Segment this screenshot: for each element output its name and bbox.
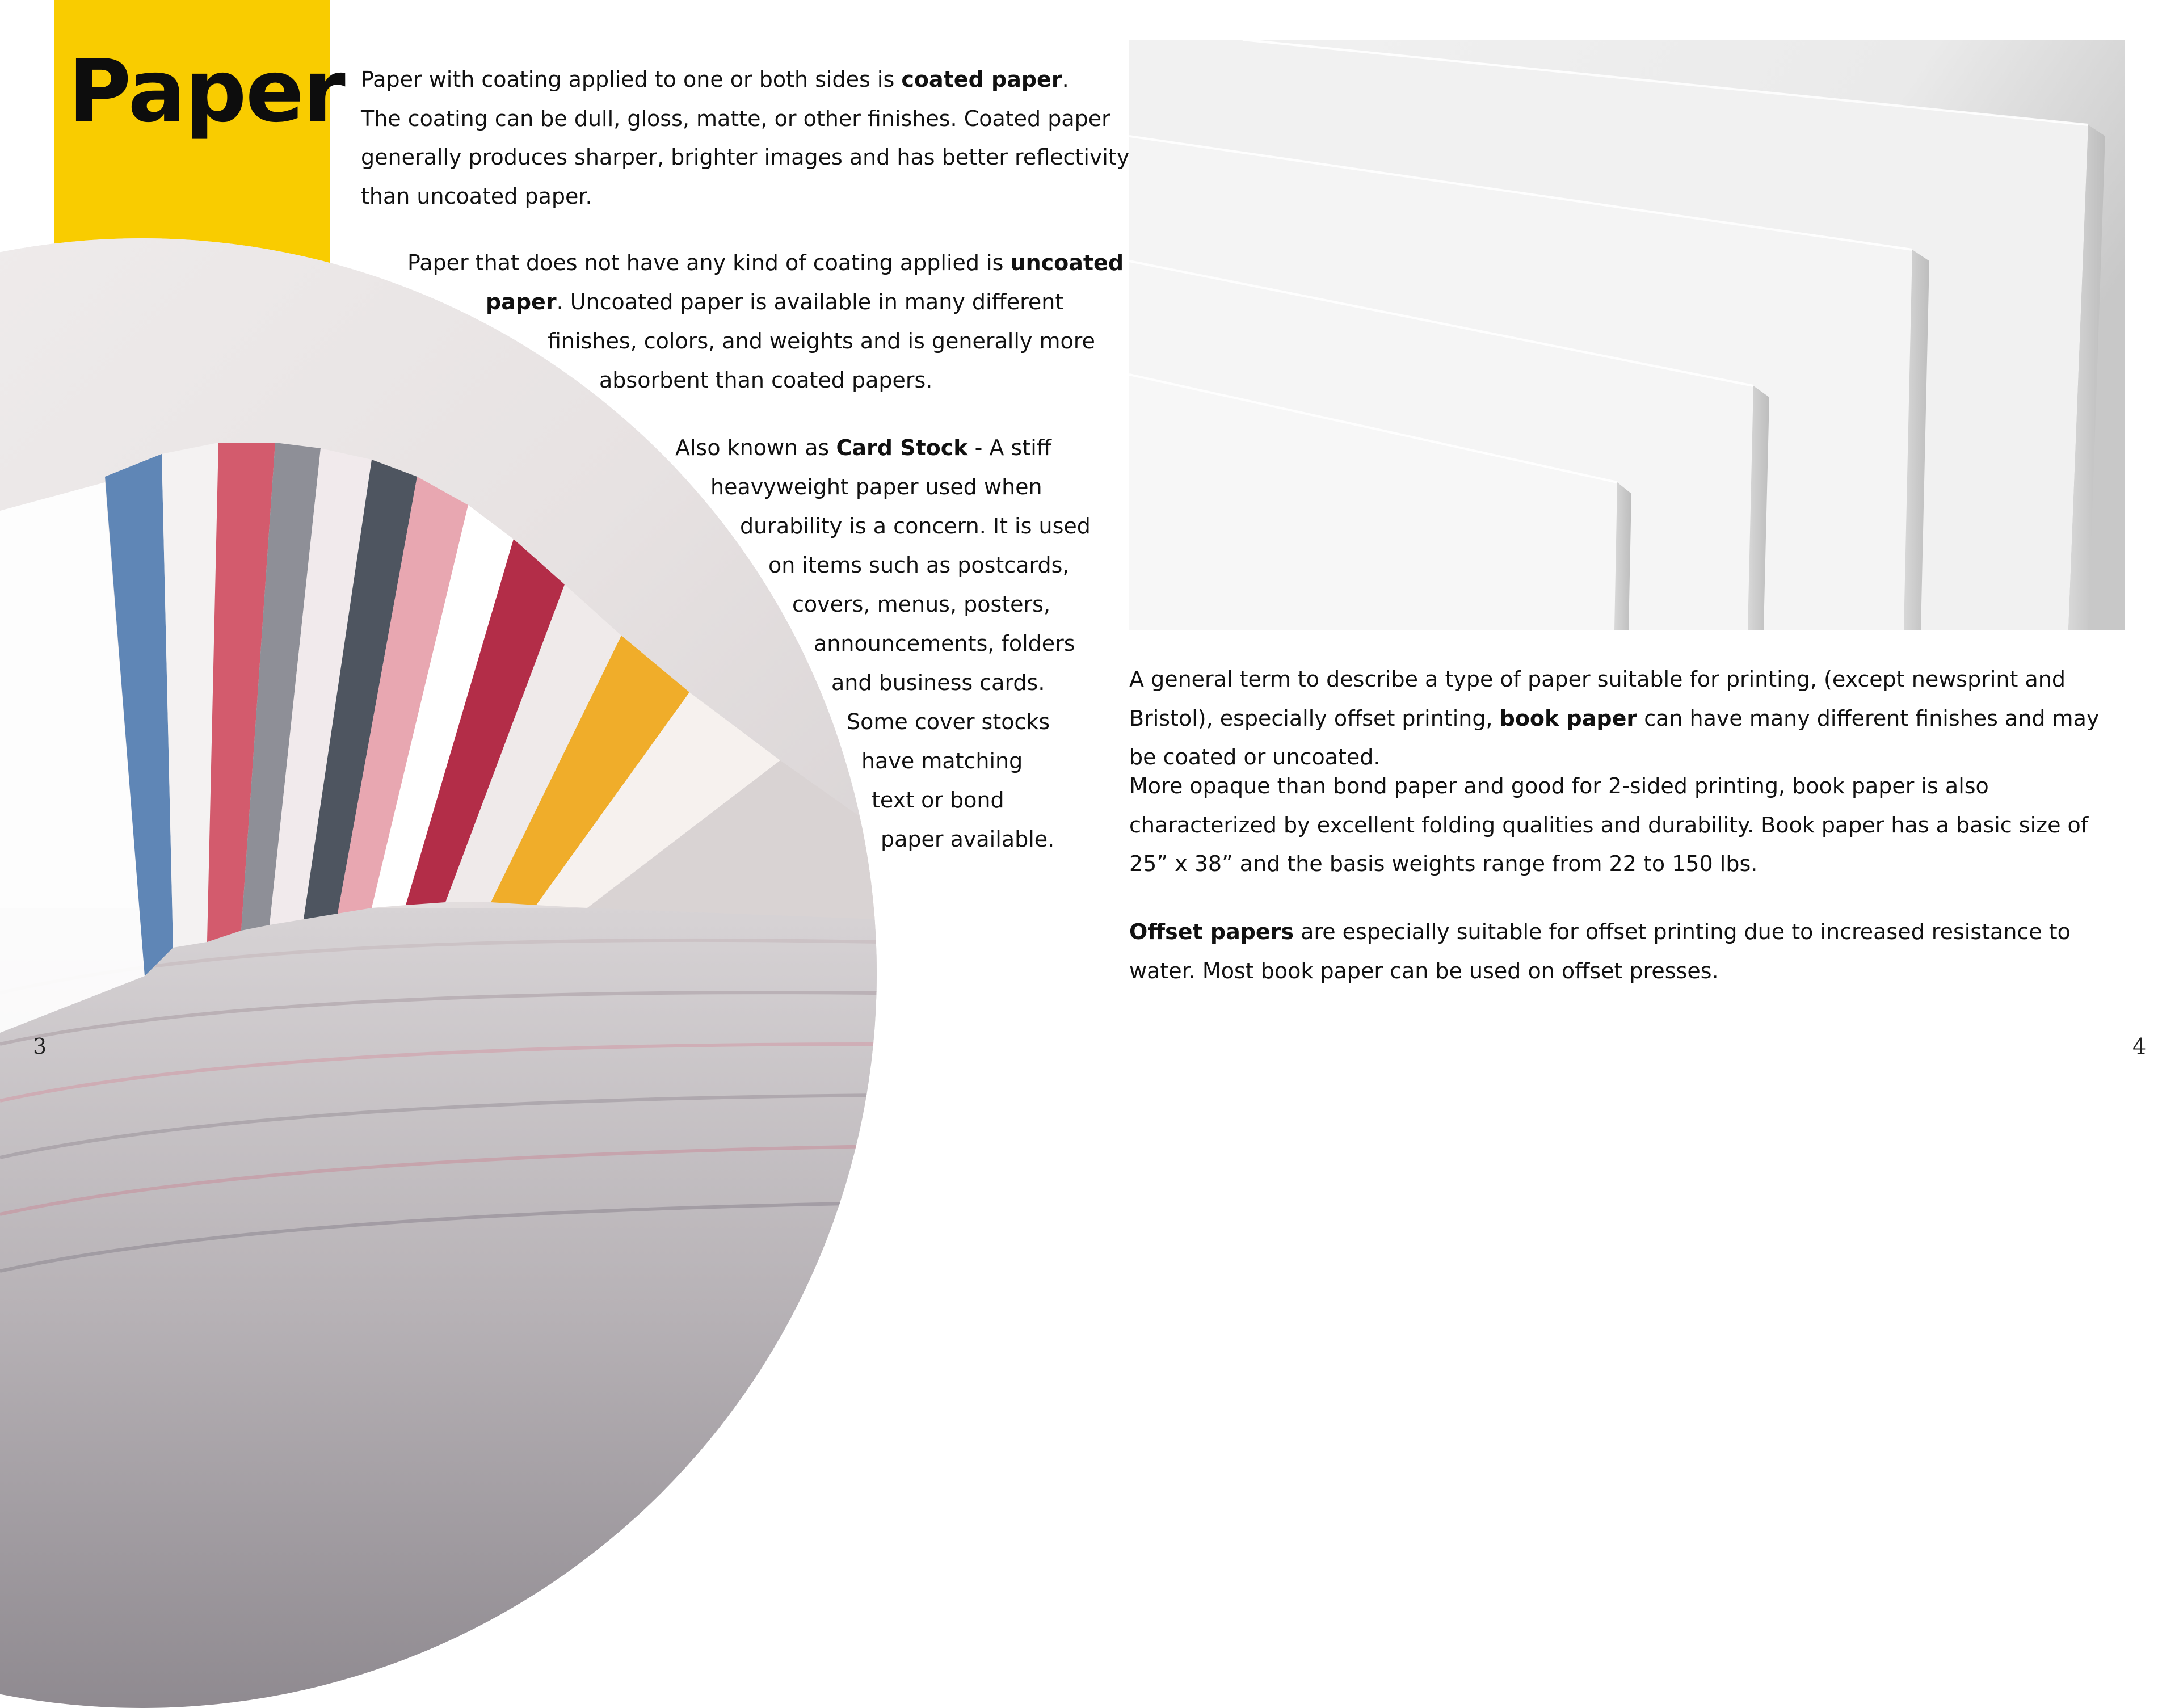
uncoated-line-4: absorbent than coated papers. [599,368,933,393]
coated-paper-paragraph [361,60,1129,216]
cover-line-11: paper available. [881,827,1055,852]
coated-line-3: generally produces sharper, brighter images and has better reflectivity [361,145,1130,170]
page-title: Paper [68,41,344,141]
page-number-left: 3 [33,1034,47,1059]
uncoated-line-3: finishes, colors, and weights and is generally more [548,329,1095,354]
book-paper-term: book paper [1499,705,1638,731]
cover-line-8: Some cover stocks [847,709,1050,734]
offset-paper-paragraph: Offset papers are especially suitable for offset printing due to increased resistance to water. Most book paper can be used on offset presses. [1129,919,2071,983]
cover-line-9: have matching [861,748,1023,773]
book-paper-details-paragraph: More opaque than bond paper and good for 2-sided printing, book paper is also characterized by excellent folding qualities and durability. Book paper has a basic size of 25” x 38” and the basis weights range from 22 to 150 lbs. [1129,773,2089,877]
coated-line-2: The coating can be dull, gloss, matte, or other finishes. Coated paper [361,106,1110,131]
card-stock-term: Card Stock [836,435,968,460]
stacked-boards-illustration [1129,40,2125,630]
book-paper-paragraph: A general term to describe a type of paper suitable for printing, (except newsprint and Bristol), especially offset printing, book paper can have many different finishes and may be coated or uncoated. [1129,667,2100,770]
page-number-right: 4 [2132,1034,2147,1059]
cover-line-5: covers, menus, posters, [792,592,1051,617]
cover-line-3: durability is a concern. It is used [740,514,1091,539]
coated-line-4: than uncoated paper. [361,183,592,209]
uncoated-term: uncoated [1010,250,1124,275]
coated-paper-term: coated paper [901,67,1062,92]
uncoated-line-2: paper. Uncoated paper is available in many different [486,289,1064,314]
uncoated-line-1: Paper that does not have any kind of coating applied is uncoated [407,250,1124,275]
offset-papers-term: Offset papers [1129,919,1294,944]
cover-line-6: announcements, folders [814,631,1075,656]
cover-line-4: on items such as postcards, [768,553,1070,578]
cover-line-2: heavyweight paper used when [710,474,1042,499]
coated-line-1: Paper with coating applied to one or both sides is coated paper. [361,67,1069,92]
cover-line-10: text or bond [872,788,1004,813]
stacked-boards-photo [1129,40,2125,630]
uncoated-term-cont: paper [486,289,557,314]
cover-line-7: and business cards. [831,670,1045,695]
cover-line-1: Also known as Card Stock - A stiff [675,435,1051,460]
